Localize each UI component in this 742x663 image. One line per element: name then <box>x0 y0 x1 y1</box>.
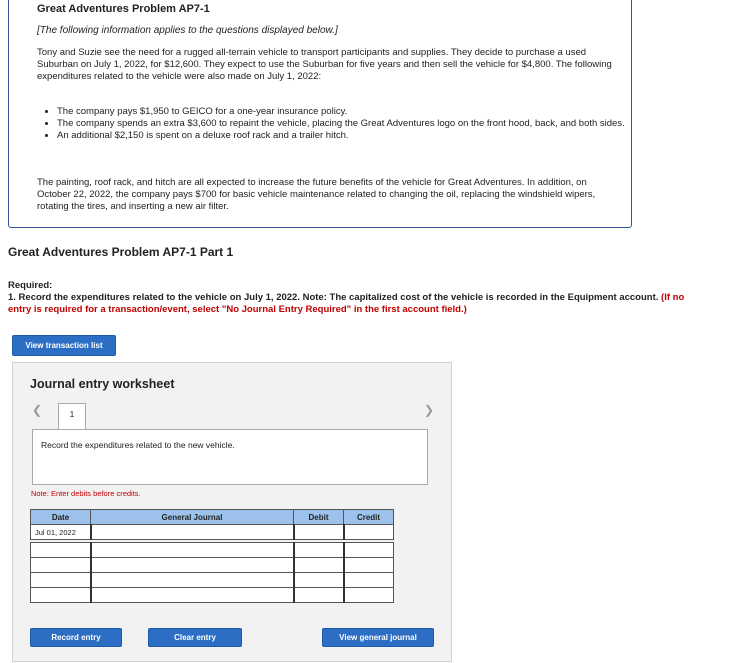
worksheet-title: Journal entry worksheet <box>30 377 175 391</box>
column-credit: Credit <box>344 510 394 525</box>
journal-table <box>30 509 394 603</box>
date-cell <box>31 543 91 558</box>
credit-field[interactable] <box>344 543 394 558</box>
list-item: • An additional $2,150 is spent on a deluxe roof rack and a trailer hitch. <box>57 130 647 142</box>
debit-field[interactable] <box>294 588 344 603</box>
required-label: Required: <box>8 280 53 291</box>
table-row <box>31 543 394 558</box>
debit-field[interactable] <box>294 573 344 588</box>
column-date: Date <box>31 510 91 525</box>
record-entry-button[interactable]: Record entry <box>30 628 122 647</box>
table-row <box>31 588 394 603</box>
list-item: • The company pays $1,950 to GEICO for a one-year insurance policy. <box>57 106 647 118</box>
view-transaction-list-button[interactable]: View transaction list <box>12 335 116 356</box>
problem-title: Great Adventures Problem AP7-1 <box>37 3 210 15</box>
table-row <box>31 558 394 573</box>
worksheet-description: Record the expenditures related to the new vehicle. <box>32 429 428 485</box>
date-cell[interactable]: Jul 01, 2022 <box>31 525 91 540</box>
expenditure-list <box>37 106 647 142</box>
debit-field[interactable] <box>294 558 344 573</box>
date-cell <box>31 588 91 603</box>
credit-field[interactable] <box>344 525 394 540</box>
column-debit: Debit <box>294 510 344 525</box>
problem-paragraph-1: Tony and Suzie see the need for a rugged all-terrain vehicle to transport participants and supplies. They decide to purchase a used Suburban on July 1, 2022, for $12,600. They expect to use the Suburban for five years and then sell the vehicle for $4,800. The following expenditures related to the vehicle were also made on July 1, 2022: <box>37 47 612 82</box>
debit-field[interactable] <box>294 525 344 540</box>
required-red-note: (If no entry is required for a transaction/event, select "No Journal Entry Required" in the first account field.) <box>8 292 685 315</box>
chevron-left-icon[interactable]: ❮ <box>32 403 43 417</box>
table-header <box>31 510 394 525</box>
journal-entry-worksheet <box>12 362 452 662</box>
tab-1[interactable]: 1 <box>58 403 86 429</box>
problem-info-box <box>8 0 632 228</box>
clear-entry-button[interactable]: Clear entry <box>148 628 242 647</box>
date-cell <box>31 573 91 588</box>
part-title: Great Adventures Problem AP7-1 Part 1 <box>8 245 234 259</box>
account-field[interactable] <box>91 525 294 540</box>
credit-field[interactable] <box>344 558 394 573</box>
account-field[interactable] <box>91 543 294 558</box>
credit-field[interactable] <box>344 588 394 603</box>
view-general-journal-button[interactable]: View general journal <box>322 628 434 647</box>
chevron-right-icon[interactable]: ❯ <box>424 403 435 417</box>
required-text: 1. Record the expenditures related to the vehicle on July 1, 2022. Note: The capitalized cost of the vehicle is recorded in the Equipment account. <box>8 292 659 303</box>
account-field[interactable] <box>91 573 294 588</box>
problem-paragraph-2: The painting, roof rack, and hitch are all expected to increase the future benefits of the vehicle for Great Adventures. In addition, on October 22, 2022, the company pays $700 for basic vehicle maintenance related to changing the oil, replacing the windshield wipers, rotating the tires, and inserting a new air filter. <box>37 177 596 212</box>
requirement <box>8 280 708 316</box>
account-field[interactable] <box>91 588 294 603</box>
debit-credit-note: Note: Enter debits before credits. <box>31 489 141 498</box>
table-row <box>31 525 394 540</box>
credit-field[interactable] <box>344 573 394 588</box>
list-item: • The company spends an extra $3,600 to repaint the vehicle, placing the Great Adventures logo on the front hood, back, and both sides. <box>57 118 647 130</box>
date-cell <box>31 558 91 573</box>
table-row <box>31 573 394 588</box>
column-general-journal: General Journal <box>91 510 294 525</box>
debit-field[interactable] <box>294 543 344 558</box>
problem-subtitle: [The following information applies to the questions displayed below.] <box>37 25 338 36</box>
account-field[interactable] <box>91 558 294 573</box>
